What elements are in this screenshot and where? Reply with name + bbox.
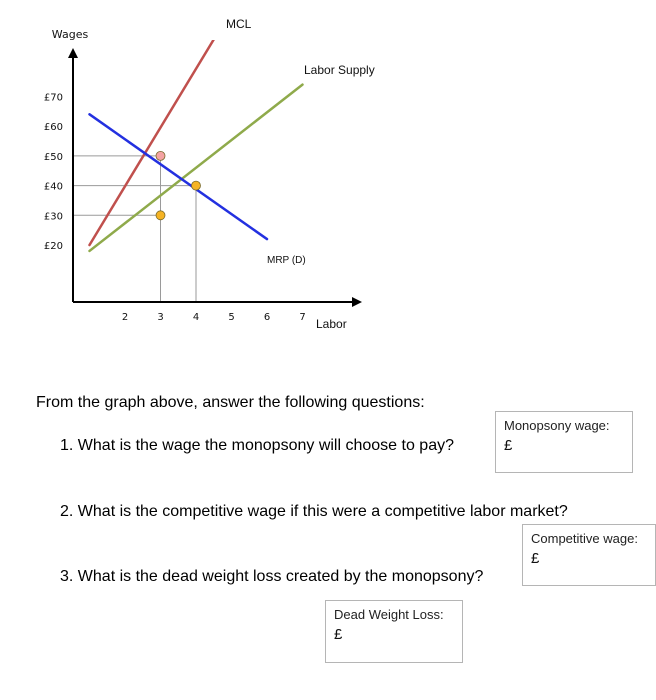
- x-tick-label: 3: [157, 312, 164, 323]
- dead-weight-loss-label: Dead Weight Loss:: [334, 607, 444, 622]
- x-tick-label: 5: [228, 312, 235, 323]
- monopsony-wage-currency: £: [504, 437, 513, 454]
- question-2: 2. What is the competitive wage if this were a competitive labor market?: [60, 503, 568, 520]
- y-axis-label: Wages: [51, 28, 89, 41]
- y-tick-label: £60: [43, 122, 63, 134]
- y-tick-label: £30: [43, 211, 63, 223]
- x-tick-label: 7: [299, 312, 306, 323]
- y-axis-arrow: [68, 48, 78, 58]
- series-label-labor-supply: Labor Supply: [304, 63, 375, 77]
- series-label-mcl: MCL: [226, 17, 252, 31]
- y-tick-label: £40: [43, 181, 63, 193]
- dead-weight-loss-currency: £: [334, 626, 343, 643]
- x-tick-label: 2: [121, 312, 129, 323]
- competitive-wage-label: Competitive wage:: [531, 531, 638, 546]
- supply-at-monopsony-point: [156, 211, 165, 220]
- x-axis-arrow: [352, 297, 362, 307]
- y-tick-label: £70: [43, 92, 63, 104]
- monopsony-wage-label: Monopsony wage:: [504, 418, 610, 433]
- competitive-point: [192, 181, 201, 190]
- monopsony-wage-box[interactable]: [495, 411, 633, 473]
- dead-weight-loss-box[interactable]: [325, 600, 463, 663]
- question-1: 1. What is the wage the monopsony will choose to pay?: [60, 437, 454, 454]
- competitive-wage-box[interactable]: [522, 524, 656, 586]
- series-label-mrp-d: MRP (D): [267, 255, 306, 266]
- competitive-wage-currency: £: [531, 550, 540, 567]
- y-tick-label: £20: [43, 241, 63, 252]
- x-axis-label: Labor: [316, 317, 347, 331]
- monopsony-point: [156, 151, 165, 160]
- x-tick-label: 6: [263, 312, 271, 323]
- questions-intro: From the graph above, answer the following questions:: [36, 394, 425, 411]
- y-tick-label: £50: [43, 151, 63, 163]
- x-tick-label: 4: [192, 312, 200, 323]
- question-3: 3. What is the dead weight loss created by the monopsony?: [60, 568, 484, 585]
